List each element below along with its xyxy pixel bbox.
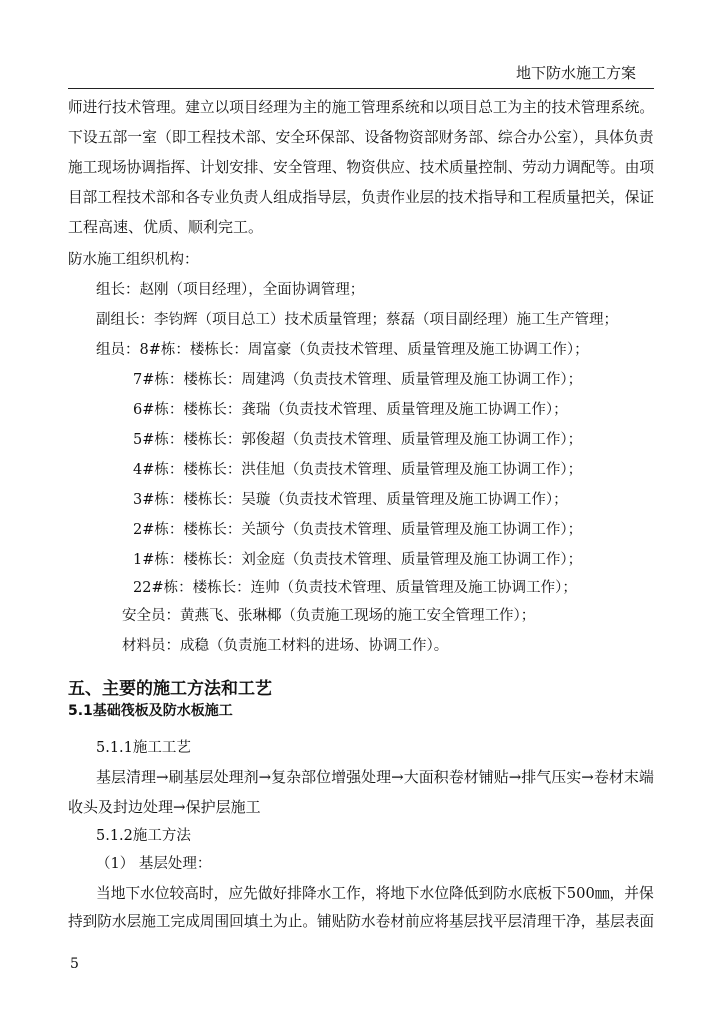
org-member-6: 6#栋：楼栋长：龚瑞（负责技术管理、质量管理及施工协调工作）； xyxy=(133,402,568,418)
org-material: 材料员：成稳（负责施工材料的进场、协调工作）。 xyxy=(122,638,449,654)
org-member-4: 4#栋：楼栋长：洪佳旭（负责技术管理、质量管理及施工协调工作）； xyxy=(133,462,583,478)
s512-line-2: 持到防水层施工完成周围回填土为止。铺贴防水卷材前应将基层找平层清理干净，基层表面 xyxy=(68,912,655,930)
section-title: 五、主要的施工方法和工艺 xyxy=(68,679,272,699)
s512-item-1: （1） 基层处理： xyxy=(96,856,212,872)
org-member-5: 5#栋：楼栋长：郭俊超（负责技术管理、质量管理及施工协调工作）； xyxy=(133,432,583,448)
subsection-title: 5.1基础筏板及防水板施工 xyxy=(68,703,233,719)
org-member-1: 1#栋：楼栋长：刘金庭（负责技术管理、质量管理及施工协调工作）； xyxy=(133,552,583,568)
intro-line-5: 工程高速、优质、顺利完工。 xyxy=(68,218,264,236)
s512-title: 5.1.2施工方法 xyxy=(96,828,191,844)
s512-line-1: 当地下水位较高时，应先做好排降水工作，将地下水位降低到防水底板下500㎜，并保 xyxy=(96,884,654,902)
org-safety: 安全员：黄燕飞、张琳椰（负责施工现场的施工安全管理工作）； xyxy=(122,608,536,624)
page-header-title: 地下防水施工方案 xyxy=(515,64,636,82)
intro-line-2: 下设五部一室（即工程技术部、安全环保部、设备物资部财务部、综合办公室），具体负责 xyxy=(68,128,654,146)
intro-line-3: 施工现场协调指挥、计划安排、安全管理、物资供应、技术质量控制、劳动力调配等。由项 xyxy=(68,158,655,176)
org-members-first: 组员：8#栋：楼栋长：周富豪（负责技术管理、质量管理及施工协调工作）； xyxy=(96,342,589,358)
intro-line-4: 目部工程技术部和各专业负责人组成指导层，负责作业层的技术指导和工程质量把关，保证 xyxy=(68,188,655,206)
s511-line-2: 收头及封边处理→保护层施工 xyxy=(68,798,261,816)
org-leader: 组长：赵刚（项目经理），全面协调管理； xyxy=(96,282,365,298)
org-member-7: 7#栋：楼栋长：周建鸿（负责技术管理、质量管理及施工协调工作）； xyxy=(133,372,583,388)
org-member-2: 2#栋：楼栋长：关颉兮（负责技术管理、质量管理及施工协调工作）； xyxy=(133,522,583,538)
org-member-3: 3#栋：楼栋长：吴璇（负责技术管理、质量管理及施工协调工作）； xyxy=(133,492,568,508)
header-rule xyxy=(68,88,654,89)
s511-line-1: 基层清理→刷基层处理剂→复杂部位增强处理→大面积卷材铺贴→排气压实→卷材末端 xyxy=(96,768,654,786)
org-deputy: 副组长：李钧辉（项目总工）技术质量管理；蔡磊（项目副经理）施工生产管理； xyxy=(96,312,618,328)
org-heading: 防水施工组织机构： xyxy=(68,252,199,268)
s511-title: 5.1.1施工工艺 xyxy=(96,740,191,756)
page-number: 5 xyxy=(70,956,79,972)
intro-line-1: 师进行技术管理。建立以项目经理为主的施工管理系统和以项目总工为主的技术管理系统。 xyxy=(68,98,655,116)
org-member-22: 22#栋：楼栋长：连帅（负责技术管理、质量管理及施工协调工作）； xyxy=(133,580,577,596)
